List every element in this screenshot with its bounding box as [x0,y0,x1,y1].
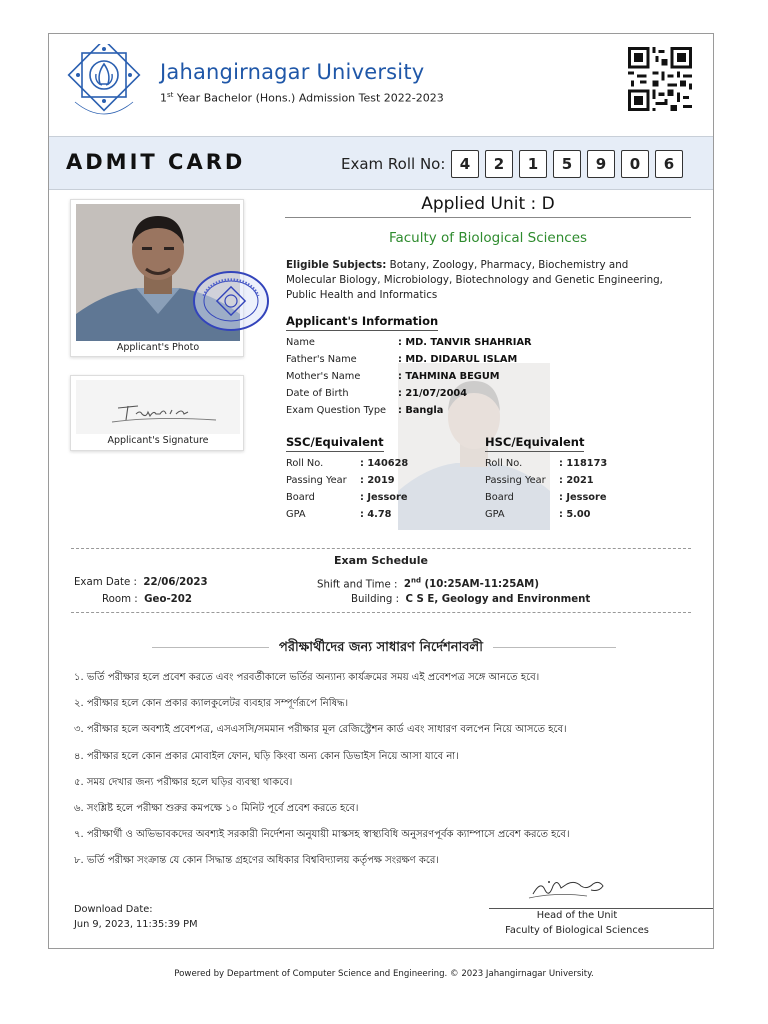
applicant-signature [76,380,240,434]
ssc-row [286,458,408,475]
info-label: Exam Question Type [286,405,387,416]
instructions-list [74,665,694,875]
hsc-value: : 2021 [559,475,594,486]
ssc-label: Board [286,492,315,503]
roll-digit: 2 [485,150,513,178]
ssc-label: Passing Year [286,475,347,486]
applied-unit: Applied Unit : D [285,194,691,214]
university-name: Jahangirnagar University [160,60,425,84]
exam-roll-number [451,150,683,178]
hsc-label: Board [485,492,514,503]
applied-unit-divider [285,217,691,218]
official-seal-icon [192,270,270,332]
instruction-item: ৭. পরীক্ষার্থী ও অভিভাবকদের অবশ্যই সরকারী নির্দেশনা অনুযায়ী মাস্কসহ স্বাস্থ্যবিধি অনুসরণপূর্বক ক্যাম্পাসে প্রবেশ করতে হবে। [74,829,570,841]
admit-card-title: ADMIT CARD [66,150,246,174]
roll-digit: 6 [655,150,683,178]
info-value: : TAHMINA BEGUM [398,371,500,382]
ssc-heading: SSC/Equivalent [286,435,384,449]
hsc-label: Roll No. [485,458,523,469]
unit-head-title: Head of the Unit Faculty of Biological Sciences [505,910,649,936]
ssc-value: : 140628 [360,458,409,469]
faculty-name: Faculty of Biological Sciences [388,230,588,246]
hsc-value: : 5.00 [559,509,591,520]
admission-subtitle: 1st Year Bachelor (Hons.) Admission Test 2022-2023 [160,91,444,105]
info-row [286,371,532,388]
info-value: : MD. DIDARUL ISLAM [398,354,518,365]
info-value: : 21/07/2004 [398,388,468,399]
exam-roll-label: Exam Roll No: [341,155,446,173]
admit-card-band [49,136,713,190]
hsc-value: : Jessore [559,492,607,503]
exam-shift: Shift and Time : 2nd (10:25AM-11:25AM) [317,577,539,591]
applicant-info-table [286,337,532,422]
applicant-signature-frame [70,375,244,451]
roll-digit: 5 [553,150,581,178]
schedule-bottom-divider [71,612,691,613]
instruction-item: ১. ভর্তি পরীক্ষার হলে প্রবেশ করতে এবং পরবর্তীকালে ভর্তির অন্যান্য কার্যক্রমের সময় এই প্রবেশপত্র সঙ্গে আনতে হবে। [74,672,540,683]
roll-digit: 4 [451,150,479,178]
card-header [49,34,713,136]
info-label: Mother's Name [286,371,361,382]
instruction-item: ২. পরীক্ষার হলে কোন প্রকার ক্যালকুলেটর ব্যবহার সম্পূর্ণরূপে নিষিদ্ধ। [74,698,349,710]
instruction-item: ৪. পরীক্ষার হলে কোন প্রকার মোবাইল ফোন, ঘড়ি কিংবা অন্য কোন ডিভাইস নিয়ে আসা যাবে না। [74,750,459,762]
download-date-value: Jun 9, 2023, 11:35:39 PM [74,919,198,930]
hsc-label: Passing Year [485,475,546,486]
ssc-row [286,492,408,509]
ssc-value: : 4.78 [360,509,392,520]
hsc-row [485,492,607,509]
hsc-table [485,458,607,526]
ssc-row [286,475,408,492]
info-value: : MD. TANVIR SHAHRIAR [398,337,532,348]
download-date-label: Download Date: [74,904,153,915]
powered-by-footer: Powered by Department of Computer Science and Engineering. © 2023 Jahangirnagar University. [174,969,594,979]
exam-building: Building : C S E, Geology and Environment [351,594,591,605]
hsc-heading: HSC/Equivalent [485,435,585,449]
university-logo [65,44,143,126]
ssc-value: : 2019 [360,475,395,486]
signature-caption: Applicant's Signature [107,435,209,446]
info-label: Father's Name [286,354,357,365]
info-value: : Bangla [398,405,444,416]
instructions-title: পরীক্ষার্থীদের জন্য সাধারণ নির্দেশনাবলী [49,638,713,659]
exam-room: Room : Geo-202 [102,594,192,605]
exam-schedule-title: Exam Schedule [334,554,428,567]
roll-digit: 0 [621,150,649,178]
instruction-item: ৮. ভর্তি পরীক্ষা সংক্রান্ত যে কোন সিদ্ধান্ত গ্রহণের অধিকার বিশ্ববিদ্যালয় কর্তৃপক্ষ সংরক্ষণ করে। [74,855,440,867]
schedule-top-divider [71,548,691,549]
hsc-row [485,458,607,475]
download-date [74,902,198,932]
hsc-row [485,509,607,526]
ssc-row [286,509,408,526]
ssc-table [286,458,408,526]
roll-digit: 1 [519,150,547,178]
info-label: Date of Birth [286,388,349,399]
instruction-item: ৩. পরীক্ষার হলে অবশ্যই প্রবেশপত্র, এসএসসি/সমমান পরীক্ষার মূল রেজিস্ট্রেশন কার্ড এবং সাধারণ বলপেন নিয়ে আসতে হবে। [74,724,567,736]
hsc-value: : 118173 [559,458,608,469]
ssc-label: GPA [286,509,306,520]
info-row [286,354,532,371]
ssc-label: Roll No. [286,458,324,469]
admit-card [48,33,714,949]
hsc-row [485,475,607,492]
ssc-value: : Jessore [360,492,408,503]
instruction-item: ৫. সময় দেখার জন্য পরীক্ষার হলে ঘড়ির ব্যবস্থা থাকবে। [74,776,293,788]
roll-digit: 9 [587,150,615,178]
instruction-item: ৬. সংশ্লিষ্ট হলে পরীক্ষা শুরুর কমপক্ষে ১০ মিনিট পূর্বে প্রবেশ করতে হবে। [74,803,359,815]
info-row [286,337,532,354]
info-row [286,388,532,405]
exam-date: Exam Date : 22/06/2023 [74,577,208,588]
qr-code-icon [623,47,697,111]
info-row [286,405,532,422]
eligible-subjects: Eligible Subjects: Botany, Zoology, Pharmacy, Biochemistry and Molecular Biology, Microbiology, Biotechnology and Genetic Engineering, Public Health and Informatics [286,259,663,301]
applicant-info-heading: Applicant's Information [286,314,439,328]
hsc-label: GPA [485,509,505,520]
photo-caption: Applicant's Photo [116,342,200,353]
info-label: Name [286,337,315,348]
unit-head-signature [527,872,607,902]
